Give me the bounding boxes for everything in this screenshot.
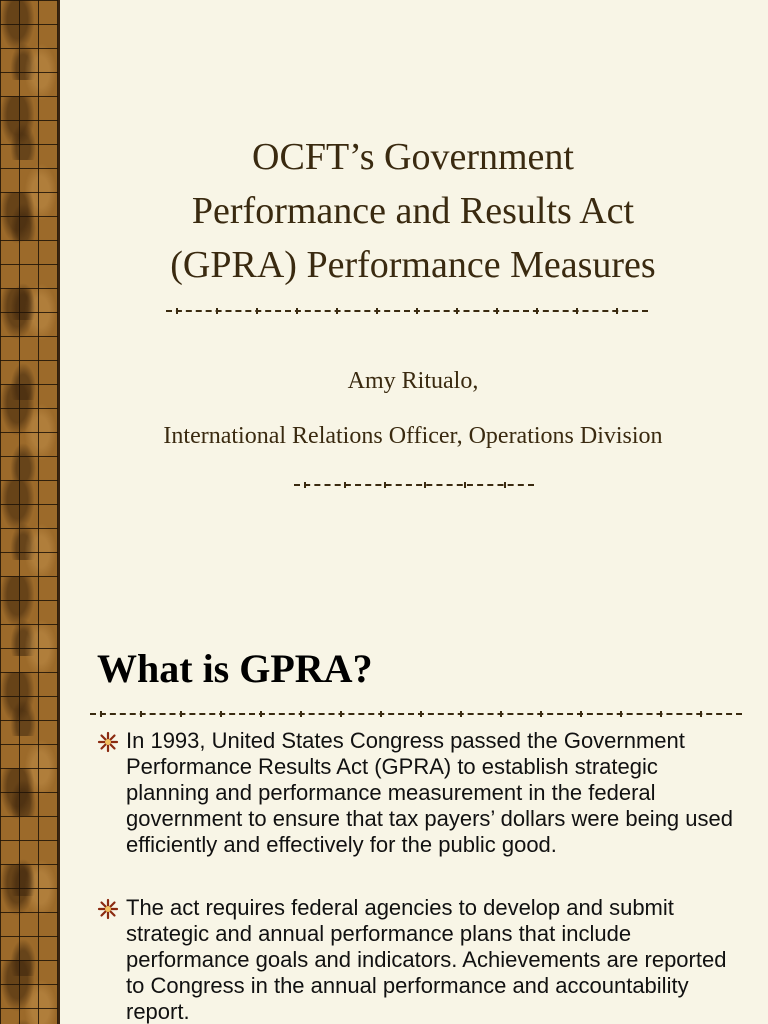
- bullet-text: In 1993, United States Congress passed the Government Performance Results Act (GPRA) to establish strategic planning and performance measurement in the federal government to ensure that tax payers’ dollars were being used efficiently and effectively for the public good.: [126, 728, 733, 857]
- title-divider: [166, 310, 648, 312]
- list-item: [97, 728, 747, 858]
- title-line-3: (GPRA) Performance Measures: [170, 244, 656, 286]
- author-name: Amy Ritualo,: [347, 368, 479, 394]
- author-divider: [294, 484, 534, 486]
- heading-divider: [90, 713, 742, 715]
- decorative-border: [0, 576, 58, 1024]
- bullet-text: The act requires federal agencies to develop and submit strategic and annual performance plans that include performance goals and indicators. Achievements are reported to Congress in the annual performance and accountability report.: [126, 895, 727, 1024]
- title-line-1: OCFT’s Government: [252, 136, 574, 178]
- star-bullet-icon: [97, 731, 119, 753]
- author-role: International Relations Officer, Operations Division: [163, 423, 663, 449]
- title-line-2: Performance and Results Act: [191, 190, 635, 232]
- content-slide: [0, 576, 768, 1024]
- decorative-border: [0, 0, 58, 576]
- list-item: [97, 895, 747, 1024]
- slide-heading: What is GPRA?: [97, 646, 373, 691]
- slide-title: [58, 130, 768, 292]
- star-bullet-icon: [97, 898, 119, 920]
